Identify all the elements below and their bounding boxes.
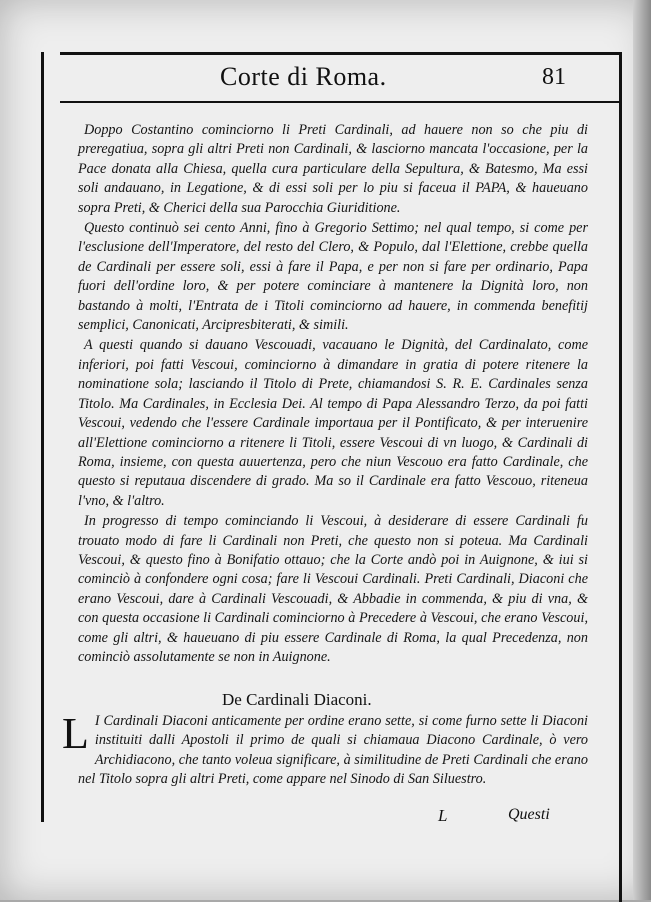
paragraph-2: Questo continuò sei cento Anni, fino à Gregorio Settimo; nel qual tempo, si come per l'esclusione dell'Imperatore, del resto del Clero, & Populo, dal l'Elettione, crebbe quella de Cardinali per essere soli, essi à fare il Papa, e per non si fare per ordinario, Papa fuori dell'ordine loro, & per potere cominciare à mantenere la Dignità loro, non bastando à molti, l'Entrata de i Titoli cominciorno ad hauere, in commenda benefitij semplici, Canonicati, Arcipresbiterati, & simili. (78, 220, 588, 334)
drop-cap: L (62, 709, 89, 758)
frame-left-rule (41, 52, 44, 822)
header-rule (60, 101, 620, 103)
paragraph-4: In progresso di tempo cominciando li Vescoui, à desiderare di essere Cardinali fu trouato modo di fare li Cardinali non Preti, che questo non si poteua. Ma Cardinali Vescoui, & questo fino à Bonifatio ottauo; che la Corte andò poi in Auignone, & iui si cominciò à confondere ogni cosa; fare li Vescoui Cardinali. Preti Cardinali, Diaconi che erano Vescoui, dare à Cardinali Vescouadi, & Abbadie in commenda, & piu di vna, & con questa occasione li Cardinali cominciorno à Precedere à Vescoui, che erano Vescoui, come gli altri, & haueuano di piu essere Cardinale di Roma, la qual Precedenza, non cominciò assolutamente se non in Auignone. (78, 513, 588, 665)
running-head: Corte di Roma. (220, 62, 387, 91)
section-text (62, 709, 588, 790)
main-text (78, 121, 588, 667)
signature-mark: L (438, 806, 448, 825)
paragraph-3: A questi quando si dauano Vescouadi, vacauano le Dignità, del Cardinalato, come inferiori, poi fatti Vescoui, cominciorno à dimandare in gratia di potere ritenere la nominatione sola; lasciando il Titolo di Prete, chiamandosi S. R. E. Cardinales senza Titolo. Ma Cardinales, in Ecclesia Dei. Al tempo di Papa Alessandro Terzo, da poi fatti Vescoui, vedendo che l'essere Cardinale importaua per il Pontificato, & per interuenire all'Elettione cominciorno a ritenere li Titoli, essere Vescoui di vn luogo, & Cardinali di Roma, insieme, con questa auuertenza, pero che niun Vescouo era fatto Cardinale, che questo si reputaua discendere di grado. Ma so il Cardinale era fatto Vescouo, riteneua l'vno, & l'altro. (78, 337, 588, 509)
section-heading: De Cardinali Diaconi. (222, 690, 372, 709)
page-number: 81 (542, 64, 566, 90)
catchword: Questi (508, 806, 550, 823)
frame-right-rule (619, 52, 622, 902)
frame-top-rule (60, 52, 620, 55)
section-paragraph: I Cardinali Diaconi anticamente per ordine erano sette, si come furno sette li Diaconi instituiti dalli Apostoli il primo de quali si chiamaua Diacono Cardinale, ò vero Archidiacono, che tanto voleua significare, à similitudine de Preti Cardinali che erano nel Titolo sopra gli altri Preti, come appare nel Sinodo di San Siluestro. (78, 713, 588, 788)
paragraph-1: Doppo Costantino cominciorno li Preti Cardinali, ad hauere non so che piu di preregatiua, sopra gli altri Preti non Cardinali, & lasciorno mancata l'occasione, per la Pace donata alla Chiesa, quella cura particulare della Sepultura, & Batesmo, Ma essi soli andauano, in Legatione, & di essi soli per lo piu si faceua il PAPA, & haueuano sopra Preti, & Cherici della sua Parocchia Giuriditione. (78, 122, 588, 216)
page-edge-shadow (633, 0, 651, 900)
